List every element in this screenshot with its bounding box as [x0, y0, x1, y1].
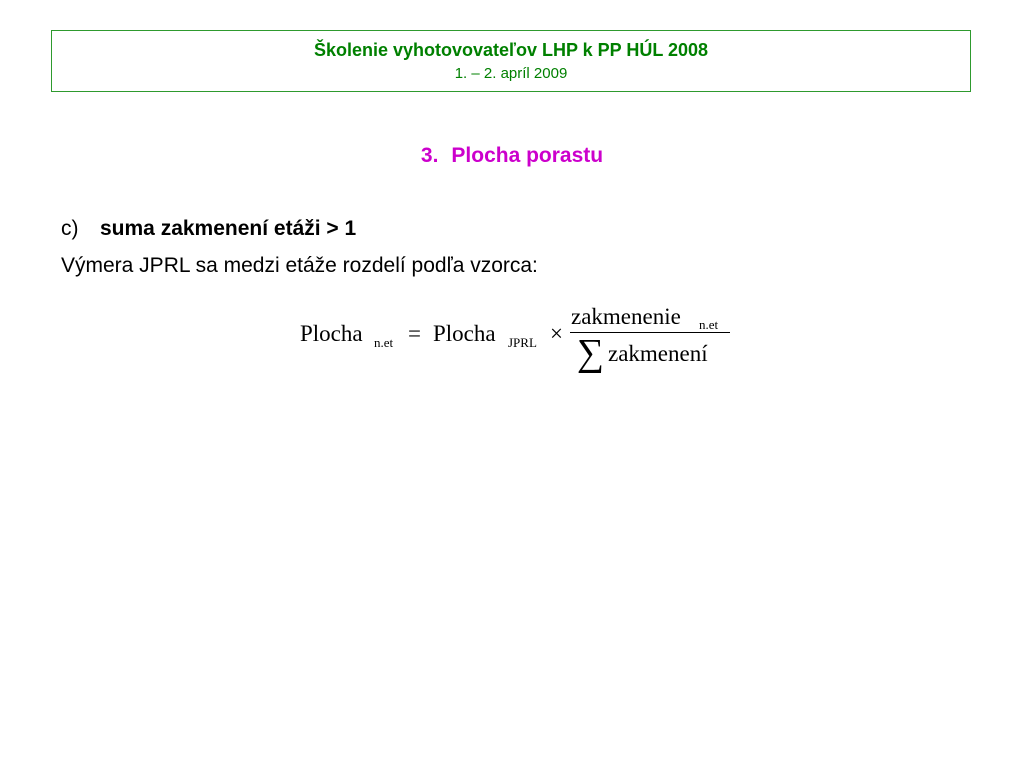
formula-rhs-subscript: JPRL — [508, 335, 537, 350]
description-text: Výmera JPRL sa medzi etáže rozdelí podľa vzorca: — [61, 254, 538, 277]
formula-lhs: Plocha — [300, 321, 363, 346]
header-box — [51, 30, 971, 92]
formula-numerator: zakmenenie — [571, 304, 681, 329]
subpoint-text: suma zakmenení etáži > 1 — [100, 217, 357, 240]
section-heading — [0, 143, 1024, 169]
formula-rhs: Plocha — [433, 321, 496, 346]
subpoint-marker: c) — [61, 217, 79, 240]
formula-lhs-subscript: n.et — [374, 335, 394, 350]
presentation-date: 1. – 2. apríl 2009 — [454, 65, 568, 82]
formula-times: × — [550, 321, 563, 346]
presentation-title: Školenie vyhotovovateľov LHP k PP HÚL 2008 — [313, 40, 709, 60]
formula-equals: = — [408, 321, 421, 346]
area-formula — [300, 290, 740, 380]
subpoint — [61, 216, 356, 242]
formula-denominator: zakmenení — [608, 341, 708, 366]
section-title: Plocha porastu — [451, 144, 604, 167]
section-number: 3. — [420, 144, 439, 167]
sum-symbol: ∑ — [577, 332, 605, 374]
formula-numerator-subscript: n.et — [699, 317, 719, 332]
